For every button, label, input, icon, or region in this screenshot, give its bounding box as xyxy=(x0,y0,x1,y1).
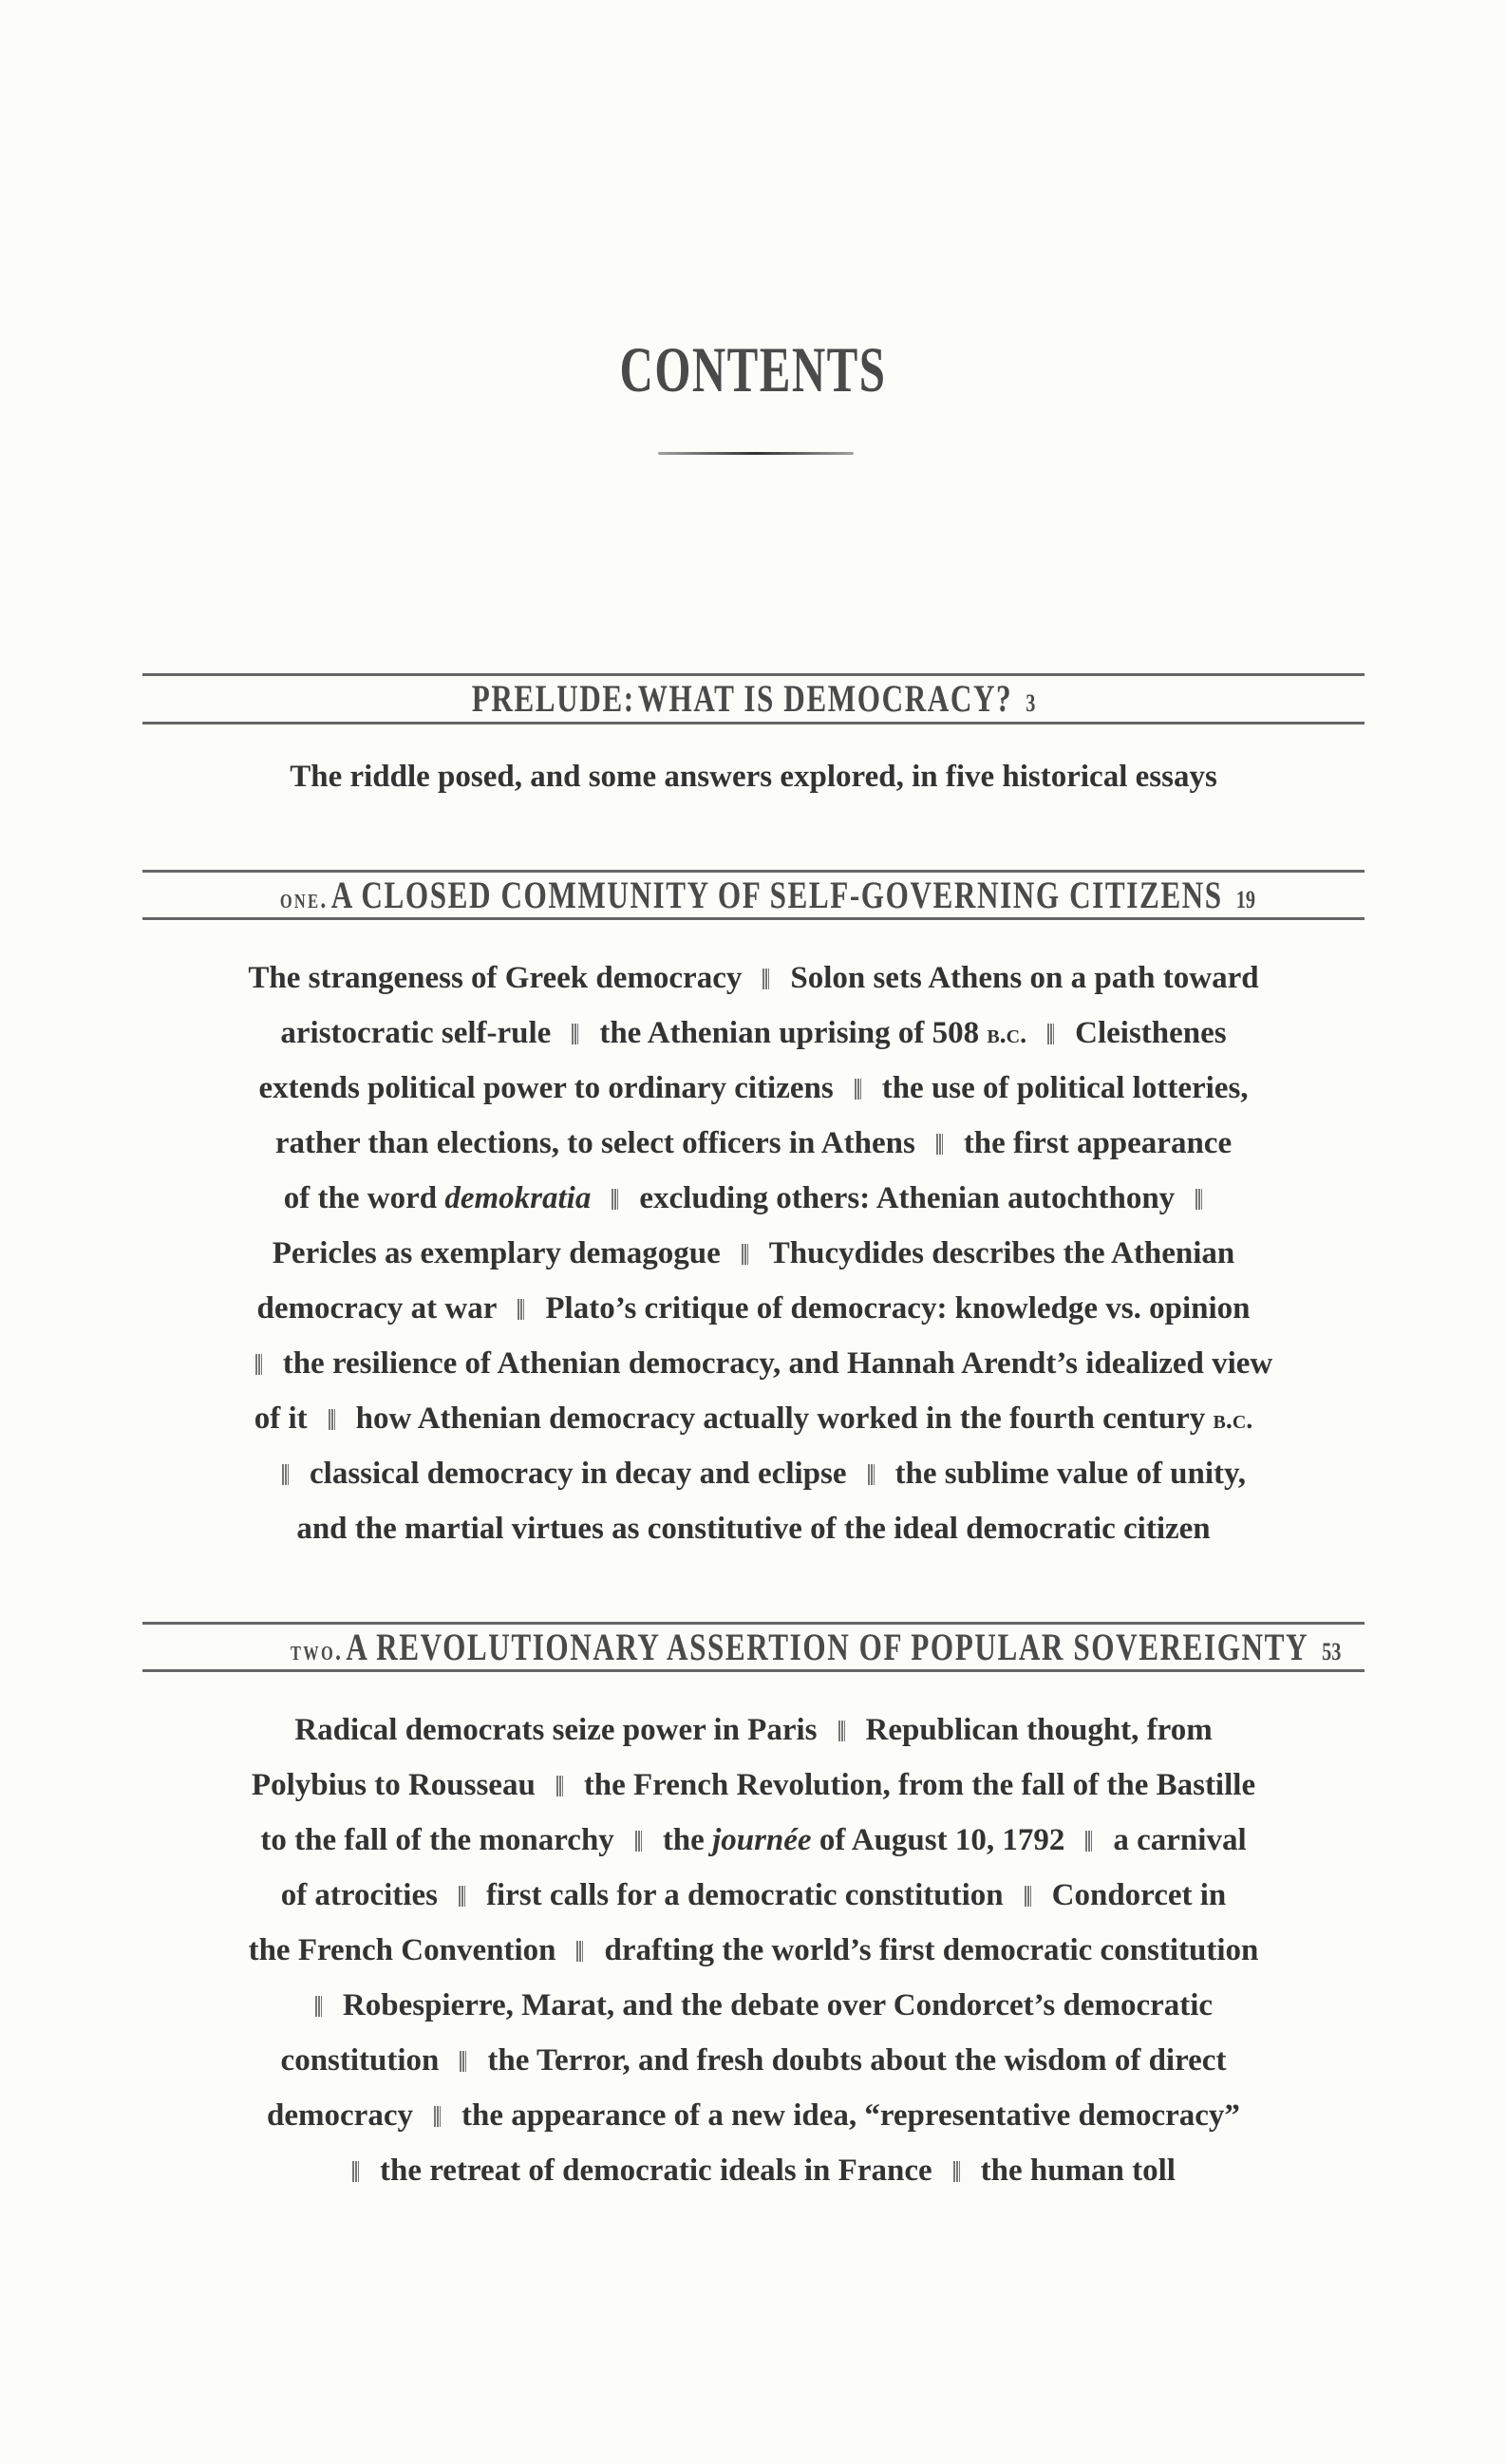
chapter-two-line-1 xyxy=(142,1709,1365,1751)
topic-text: the retreat of democratic ideals in France xyxy=(380,2154,932,2188)
topic-text: and the martial virtues as constitutive of the ideal democratic citizen xyxy=(296,1512,1211,1546)
prelude-description: The riddle posed, and some answers explored, in five historical essays xyxy=(290,760,1217,794)
prelude-page-number: 3 xyxy=(1026,689,1036,717)
topic-text: democracy xyxy=(267,2098,413,2133)
triple-bar-separator-icon xyxy=(255,1354,262,1375)
topic-text: Solon sets Athens on a path toward xyxy=(790,961,1259,995)
triple-bar-separator-icon xyxy=(329,1409,335,1430)
topic-text: Robespierre, Marat, and the debate over Condorcet’s democratic xyxy=(342,1988,1214,2022)
page-title: CONTENTS xyxy=(619,333,887,405)
title-ornament-rule xyxy=(658,452,854,455)
chapter-two-line-8 xyxy=(142,2095,1365,2136)
triple-bar-separator-icon xyxy=(1025,1886,1031,1907)
topic-text: democracy at war xyxy=(256,1291,498,1326)
chapter-one-line-3 xyxy=(142,1067,1365,1109)
topic-text: of August 10, 1792 xyxy=(819,1823,1065,1857)
triple-bar-separator-icon xyxy=(1195,1189,1202,1210)
chapter-one-line-8 xyxy=(142,1343,1365,1384)
chapter-two-line-9 xyxy=(142,2150,1365,2191)
topic-text: classical democracy in decay and eclipse xyxy=(310,1457,847,1491)
era-abbrev: b.c. xyxy=(987,1020,1027,1049)
topic-text: aristocratic self-rule xyxy=(280,1016,552,1050)
italic-term: demokratia xyxy=(444,1181,592,1215)
triple-bar-separator-icon xyxy=(635,1831,642,1852)
triple-bar-separator-icon xyxy=(936,1134,943,1155)
chapter-one-line-1 xyxy=(142,957,1365,999)
triple-bar-separator-icon xyxy=(855,1079,861,1100)
topic-text: the Terror, and fresh doubts about the wisdom of direct xyxy=(487,2043,1227,2078)
triple-bar-separator-icon xyxy=(434,2106,441,2127)
chapter-one-line-2 xyxy=(142,1012,1365,1054)
topic-text: The strangeness of Greek democracy xyxy=(248,961,743,995)
prelude-heading[interactable] xyxy=(142,676,1365,722)
topic-text: Cleisthenes xyxy=(1075,1016,1227,1050)
triple-bar-separator-icon xyxy=(612,1189,618,1210)
topic-text: how Athenian democracy actually worked in the fourth century xyxy=(355,1401,1206,1436)
topic-text: the Athenian uprising of 508 xyxy=(599,1016,980,1050)
topic-text: the human toll xyxy=(980,2154,1176,2188)
chapter-two-rule-bottom xyxy=(142,1669,1365,1672)
triple-bar-separator-icon xyxy=(556,1776,563,1796)
chapter-two-line-2 xyxy=(142,1764,1365,1806)
topic-text: Condorcet in xyxy=(1051,1878,1227,1912)
chapter-one-page-number: 19 xyxy=(1235,886,1256,913)
prelude-rule-bottom xyxy=(142,722,1365,724)
triple-bar-separator-icon xyxy=(838,1721,845,1741)
chapter-two-page-number: 53 xyxy=(1322,1638,1342,1665)
chapter-one-number: one. xyxy=(279,883,329,914)
triple-bar-separator-icon xyxy=(1085,1831,1092,1852)
chapter-two-line-4 xyxy=(142,1874,1365,1916)
triple-bar-separator-icon xyxy=(762,969,769,989)
chapter-one-line-11 xyxy=(142,1508,1365,1550)
triple-bar-separator-icon xyxy=(282,1464,289,1485)
italic-term: journée xyxy=(712,1823,812,1857)
topic-text: Radical democrats seize power in Paris xyxy=(294,1713,818,1747)
topic-text: of the word xyxy=(283,1181,438,1215)
topic-text: the first appearance xyxy=(963,1126,1233,1160)
chapter-one-heading[interactable] xyxy=(142,873,1365,918)
triple-bar-separator-icon xyxy=(1047,1024,1054,1044)
triple-bar-separator-icon xyxy=(460,2051,466,2072)
topic-text: Republican thought, from xyxy=(865,1713,1213,1747)
triple-bar-separator-icon xyxy=(315,1996,322,2017)
topic-text: constitution xyxy=(280,2043,440,2078)
topic-text: the sublime value of unity, xyxy=(894,1457,1246,1491)
chapter-one-line-10 xyxy=(142,1453,1365,1495)
topic-text: the appearance of a new idea, “representative democracy” xyxy=(461,2098,1240,2133)
topic-text: extends political power to ordinary citizens xyxy=(258,1071,834,1105)
topic-text: Plato’s critique of democracy: knowledge vs. opinion xyxy=(545,1291,1251,1326)
chapter-one-title: A CLOSED COMMUNITY OF SELF-GOVERNING CITIZENS xyxy=(330,874,1223,916)
prelude-title: WHAT IS DEMOCRACY? xyxy=(637,677,1013,720)
chapter-one-line-7 xyxy=(142,1288,1365,1329)
triple-bar-separator-icon xyxy=(352,2161,359,2182)
triple-bar-separator-icon xyxy=(576,1941,583,1962)
topic-text: the xyxy=(662,1823,705,1857)
chapter-two-line-7 xyxy=(142,2040,1365,2081)
triple-bar-separator-icon xyxy=(459,1886,465,1907)
chapter-two-number: two. xyxy=(291,1635,344,1666)
topic-text: drafting the world’s first democratic constitution xyxy=(604,1933,1259,1967)
chapter-two-line-3 xyxy=(142,1819,1365,1861)
topic-text: the resilience of Athenian democracy, and Hannah Arendt’s idealized view xyxy=(282,1346,1273,1381)
chapter-two-line-5 xyxy=(142,1929,1365,1971)
topic-text: Pericles as exemplary demagogue xyxy=(272,1236,721,1270)
chapter-two-title: A REVOLUTIONARY ASSERTION OF POPULAR SOVEREIGNTY xyxy=(346,1626,1309,1668)
topic-text: the French Convention xyxy=(248,1933,556,1967)
triple-bar-separator-icon xyxy=(953,2161,960,2182)
chapter-one-line-4 xyxy=(142,1122,1365,1164)
triple-bar-separator-icon xyxy=(742,1244,748,1265)
triple-bar-separator-icon xyxy=(868,1464,875,1485)
topic-text: rather than elections, to select officers in Athens xyxy=(274,1126,915,1160)
chapter-one-line-6 xyxy=(142,1232,1365,1274)
triple-bar-separator-icon xyxy=(518,1299,524,1320)
topic-text: a carnival xyxy=(1113,1823,1247,1857)
topic-text: Thucydides describes the Athenian xyxy=(768,1236,1235,1270)
chapter-two-line-6 xyxy=(142,1984,1365,2026)
era-abbrev: b.c. xyxy=(1213,1405,1253,1435)
chapter-two-heading[interactable] xyxy=(142,1625,1365,1670)
topic-text: excluding others: Athenian autochthony xyxy=(639,1181,1176,1215)
chapter-one-rule-bottom xyxy=(142,917,1365,920)
triple-bar-separator-icon xyxy=(572,1024,578,1044)
topic-text: the use of political lotteries, xyxy=(881,1071,1249,1105)
topic-text: of it xyxy=(254,1401,308,1436)
chapter-one-line-9 xyxy=(142,1398,1365,1439)
chapter-one-line-5 xyxy=(142,1177,1365,1219)
prelude-label: PRELUDE: xyxy=(471,677,635,720)
topic-text: Polybius to Rousseau xyxy=(251,1768,536,1802)
topic-text: of atrocities xyxy=(280,1878,438,1912)
topic-text: to the fall of the monarchy xyxy=(260,1823,614,1857)
topic-text: the French Revolution, from the fall of the Bastille xyxy=(583,1768,1256,1802)
topic-text: first calls for a democratic constitution xyxy=(485,1878,1004,1912)
